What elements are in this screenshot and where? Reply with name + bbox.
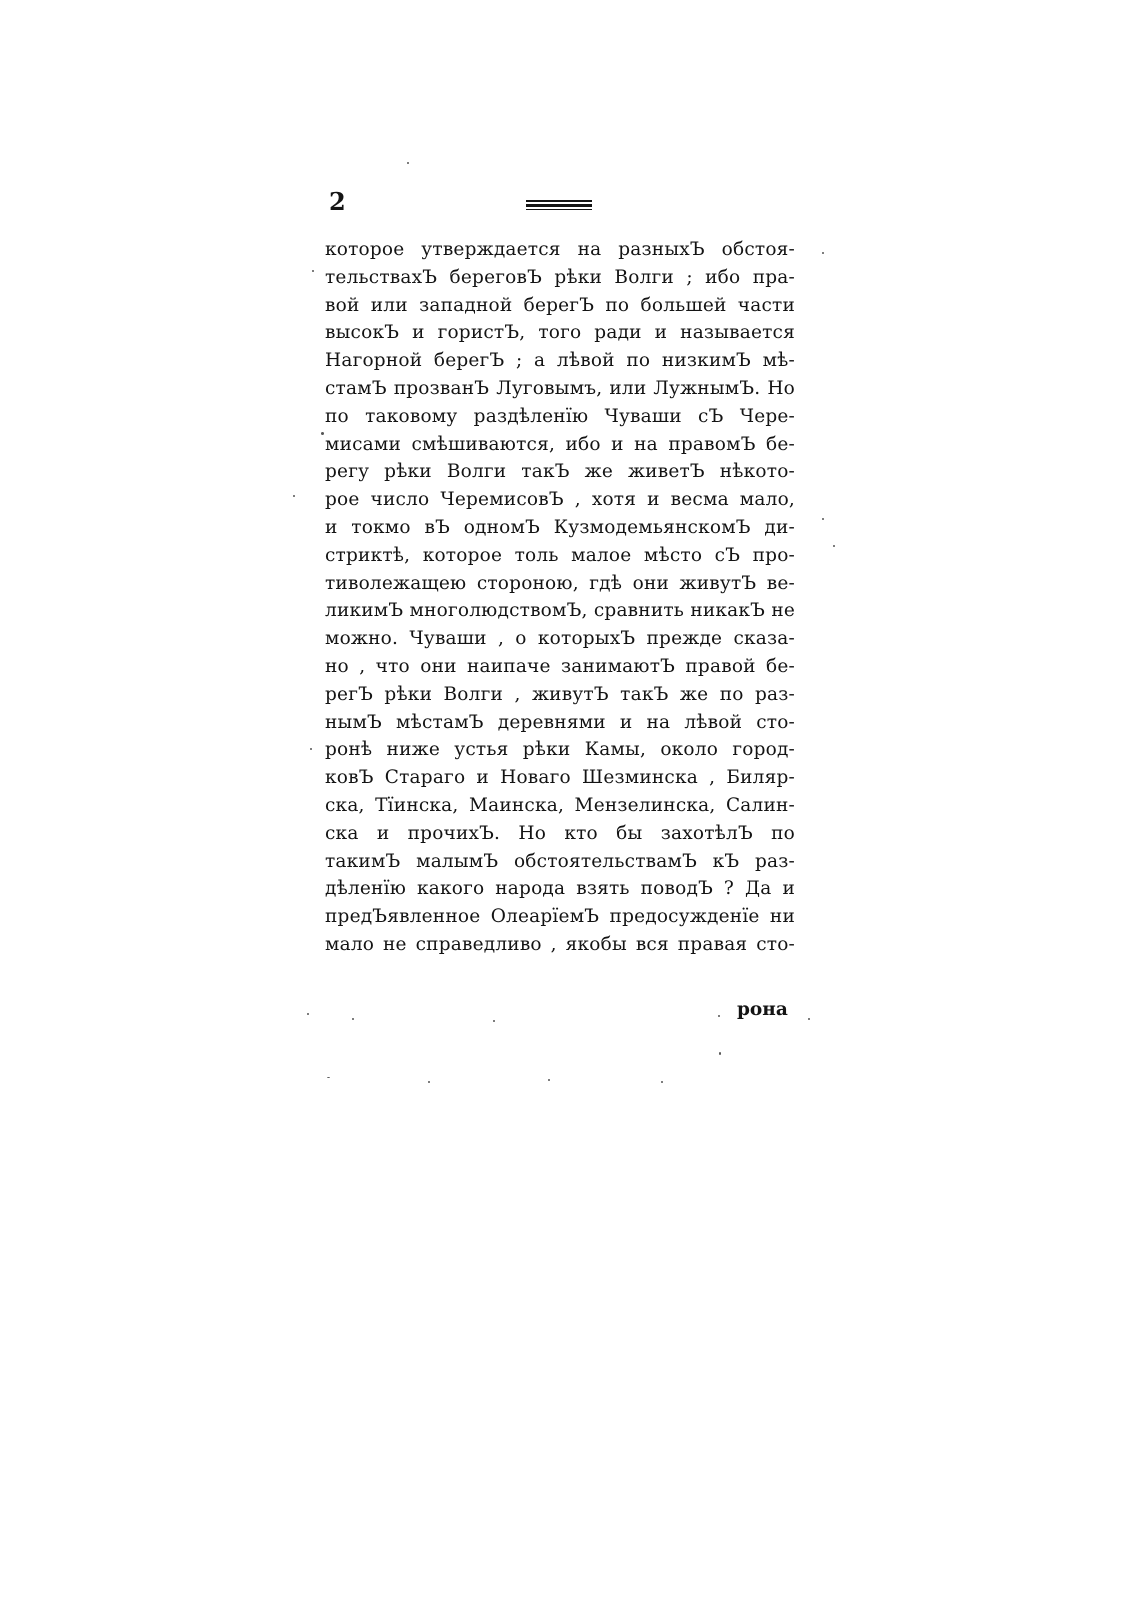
scan-speck [428,1081,430,1083]
scan-speck [822,252,824,254]
text-line: ска, Тїинска, Маинска, Мензелинска, Салин- [325,794,795,816]
catchword: рона [737,999,788,1020]
text-line: по таковому раздѣленїю Чуваши сЪ Чере- [325,405,795,427]
text-line: регЪ рѣки Волги , живутЪ такЪ же по раз- [325,683,795,705]
scan-speck [352,1018,354,1020]
scan-speck [493,1020,495,1022]
text-line: ска и прочихЪ. Но кто бы захотѣлЪ по [325,822,795,844]
scan-speck [321,432,324,435]
header-rule [526,200,592,212]
text-line: ронѣ ниже устья рѣки Камы, около город- [325,739,795,761]
scan-speck [719,1052,721,1055]
scan-speck [548,1079,550,1081]
text-line: такимЪ малымЪ обстоятельствамЪ кЪ раз- [325,850,795,872]
text-line: можно. Чуваши , о которыхЪ прежде сказа- [325,628,795,650]
scan-speck [312,270,314,272]
scan-speck [718,1015,720,1017]
scan-speck [822,518,824,520]
page-number: 2 [329,187,346,216]
text-line: мисами смѣшиваются, ибо и на правомЪ бе- [325,433,795,455]
text-line: но , что они наипаче занимаютЪ правой бе- [325,655,795,677]
text-line: вой или западной берегЪ по большей части [325,294,795,316]
text-line: ликимЪ многолюдствомЪ, сравнить никакЪ не [325,600,795,622]
text-line: стамЪ прозванЪ Луговымъ, или ЛужнымЪ. Но [325,377,795,399]
scan-speck [661,1081,663,1083]
text-line: регу рѣки Волги такЪ же живетЪ нѣкото- [325,461,795,483]
text-line: тельствахЪ береговЪ рѣки Волги ; ибо пра- [325,266,795,288]
text-line: и токмо вЪ одномЪ КузмодемьянскомЪ ди- [325,516,795,538]
body-text [325,236,795,959]
text-line: нымЪ мѣстамЪ деревнями и на лѣвой сто- [325,711,795,733]
text-line: тиволежащею стороною, гдѣ они живутЪ ве- [325,572,795,594]
text-line: рое число ЧеремисовЪ , хотя и весма мало, [325,489,795,511]
scan-speck [833,545,835,547]
text-line: стриктѣ, которое толь малое мѣсто сЪ про- [325,544,795,566]
scan-speck [808,1018,810,1020]
text-line: высокЪ и гористЪ, того ради и называется [325,322,795,344]
text-line: которое утверждается на разныхЪ обстоя- [325,239,795,260]
scan-speck [307,1013,309,1015]
text-line: предЪявленное ОлеарїемЪ предосужденїе ни [325,906,795,928]
text-line: ковЪ Стараго и Новаго Шезминска , Биляр- [325,767,795,789]
scan-speck [327,1077,330,1078]
scan-speck [293,495,295,497]
scan-speck [407,162,409,164]
text-line: дѣленїю какого народа взять поводЪ ? Да и [325,878,795,900]
text-line: Нагорной берегЪ ; а лѣвой по низкимЪ мѣ- [325,350,795,372]
text-line: мало не справедливо , якобы вся правая сто- [325,933,795,955]
scan-speck [310,748,312,750]
